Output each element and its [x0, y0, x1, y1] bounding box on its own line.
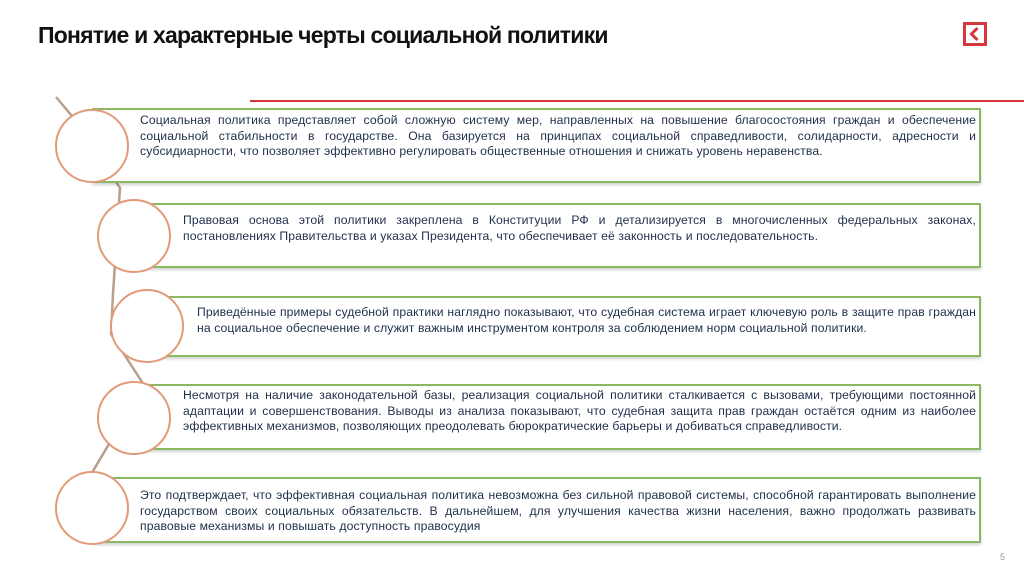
block-2-text: Правовая основа этой политики закреплена в Конституции РФ и детализируется в многочисленных федеральных законах, постановлениях Правительства и указах Президента, что обеспечивает её законность и последовательность. — [183, 213, 976, 243]
timeline-circle-1 — [55, 109, 129, 183]
timeline-circle-4 — [97, 381, 171, 455]
timeline-circle-5 — [55, 471, 129, 545]
page-number: 5 — [1000, 552, 1006, 562]
block-5-text: Это подтверждает, что эффективная социальная политика невозможна без сильной правовой системы, способной гарантировать выполнение государством своих социальных обязательств. В дальнейшем, для улучшения качества жизни населения, важно продолжать развивать правовые механизмы и повышать доступность правосудия — [140, 488, 976, 533]
block-1-text: Социальная политика представляет собой сложную систему мер, направленных на повышение благосостояния граждан и обеспечение социальной стабильности в государстве. Она базируется на принципах социальной справедливости, солидарности, адресности и субсидиарности, что позволяет эффективно регулировать общественные отношения и снижать уровень неравенства. — [140, 113, 976, 158]
block-3-text: Приведённые примеры судебной практики наглядно показывают, что судебная система играет ключевую роль в защите прав граждан на социальное обеспечение и служит важным инструментом контроля за соблюдением норм социальной политики. — [197, 305, 976, 335]
slide-title: Понятие и характерные черты социальной политики — [38, 22, 608, 48]
timeline-circle-2 — [97, 199, 171, 273]
timeline-circle-3 — [110, 289, 184, 363]
block-4-text: Несмотря на наличие законодательной базы, реализация социальной политики сталкивается с вызовами, требующими постоянной адаптации и совершенствования. Выводы из анализа показывают, что судебная защита прав граждан остаётся одним из наиболее эффективных механизмов, позволяющих преодолевать бюрократические барьеры и добиваться справедливости. — [183, 388, 976, 433]
